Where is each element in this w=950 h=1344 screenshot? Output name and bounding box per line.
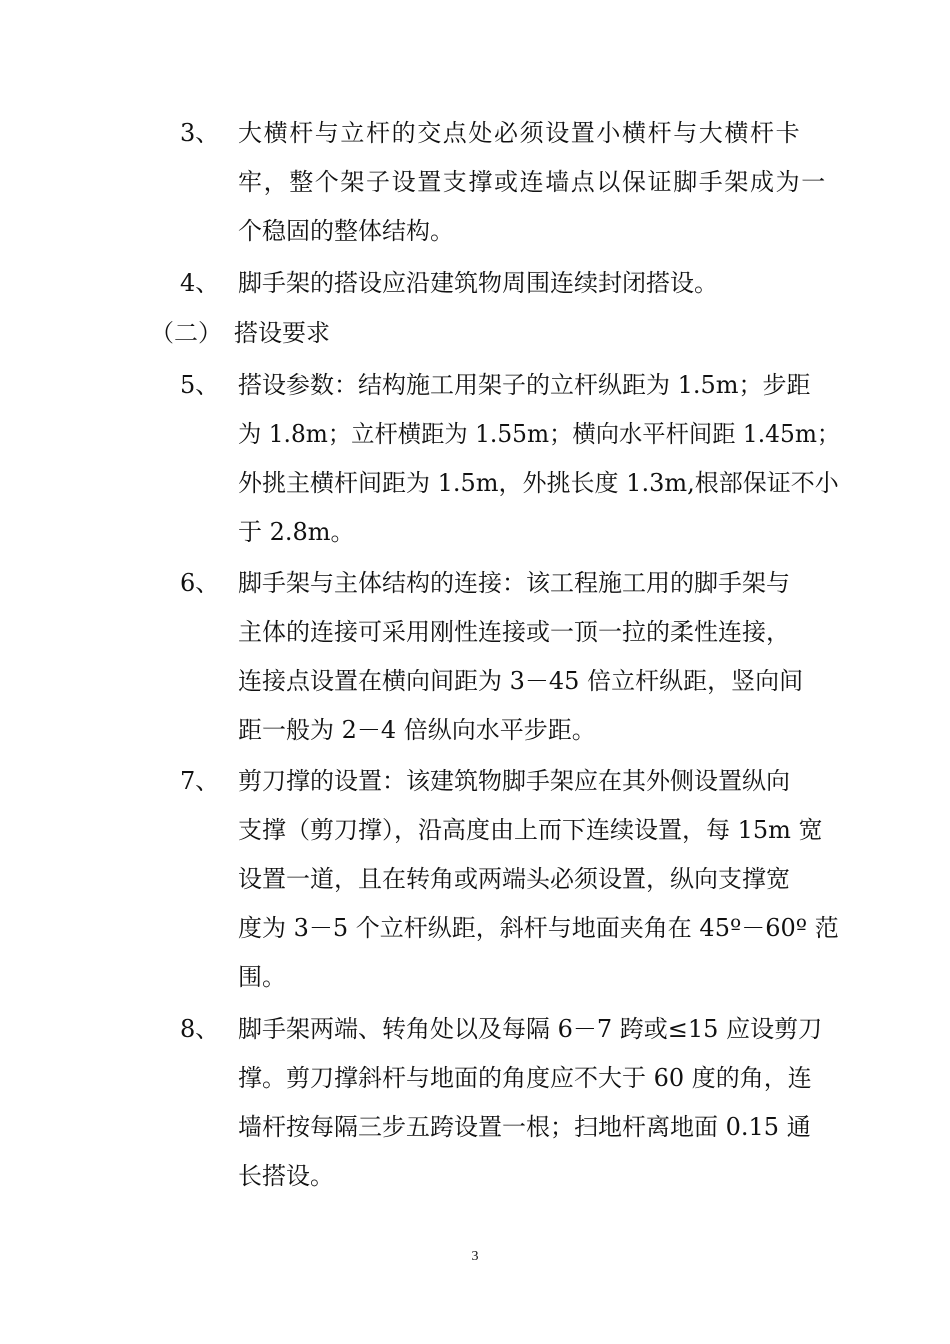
section-label: （二） bbox=[150, 319, 222, 347]
item-text-line: 脚手架两端、转角处以及每隔 6－7 跨或≤15 应设剪刀 bbox=[238, 1015, 823, 1043]
item-text-line: 距一般为 2－4 倍纵向水平步距。 bbox=[238, 716, 596, 744]
item-text-line: 搭设参数：结构施工用架子的立杆纵距为 1.5m；步距 bbox=[238, 371, 811, 399]
item-number: 7、 bbox=[180, 767, 220, 795]
section-title: 搭设要求 bbox=[234, 319, 330, 347]
item-text-line: 为 1.8m；立杆横距为 1.55m；横向水平杆间距 1.45m； bbox=[238, 420, 841, 448]
item-number: 4、 bbox=[180, 269, 220, 297]
item-text-line: 围。 bbox=[238, 963, 286, 991]
item-text-line: 外挑主横杆间距为 1.5m，外挑长度 1.3m,根部保证不小 bbox=[238, 469, 839, 497]
item-text-line: 支撑（剪刀撑），沿高度由上而下连续设置，每 15m 宽 bbox=[238, 816, 823, 844]
item-text-line: 脚手架与主体结构的连接：该工程施工用的脚手架与 bbox=[238, 569, 790, 597]
item-text-line: 大横杆与立杆的交点处必须设置小横杆与大横杆卡 bbox=[238, 119, 802, 147]
item-text-line: 脚手架的搭设应沿建筑物周围连续封闭搭设。 bbox=[238, 269, 718, 297]
page-number: 3 bbox=[471, 1249, 479, 1264]
item-text-line: 设置一道，且在转角或两端头必须设置，纵向支撑宽 bbox=[238, 865, 790, 893]
item-text-line: 于 2.8m。 bbox=[238, 518, 355, 546]
item-text-line: 度为 3－5 个立杆纵距，斜杆与地面夹角在 45º－60º 范 bbox=[238, 914, 839, 942]
item-number: 3、 bbox=[180, 119, 220, 147]
item-text-line: 撑。剪刀撑斜杆与地面的角度应不大于 60 度的角，连 bbox=[238, 1064, 812, 1092]
item-number: 8、 bbox=[180, 1015, 220, 1043]
item-text-line: 个稳固的整体结构。 bbox=[238, 217, 454, 245]
item-text-line: 牢，整个架子设置支撑或连墙点以保证脚手架成为一 bbox=[238, 168, 827, 196]
item-text-line: 连接点设置在横向间距为 3－45 倍立杆纵距，竖向间 bbox=[238, 667, 804, 695]
item-text-line: 长搭设。 bbox=[238, 1162, 334, 1190]
item-number: 5、 bbox=[180, 371, 220, 399]
item-text-line: 剪刀撑的设置：该建筑物脚手架应在其外侧设置纵向 bbox=[238, 767, 790, 795]
item-text-line: 墙杆按每隔三步五跨设置一根；扫地杆离地面 0.15 通 bbox=[238, 1113, 811, 1141]
item-number: 6、 bbox=[180, 569, 220, 597]
item-text-line: 主体的连接可采用刚性连接或一顶一拉的柔性连接， bbox=[238, 618, 790, 646]
